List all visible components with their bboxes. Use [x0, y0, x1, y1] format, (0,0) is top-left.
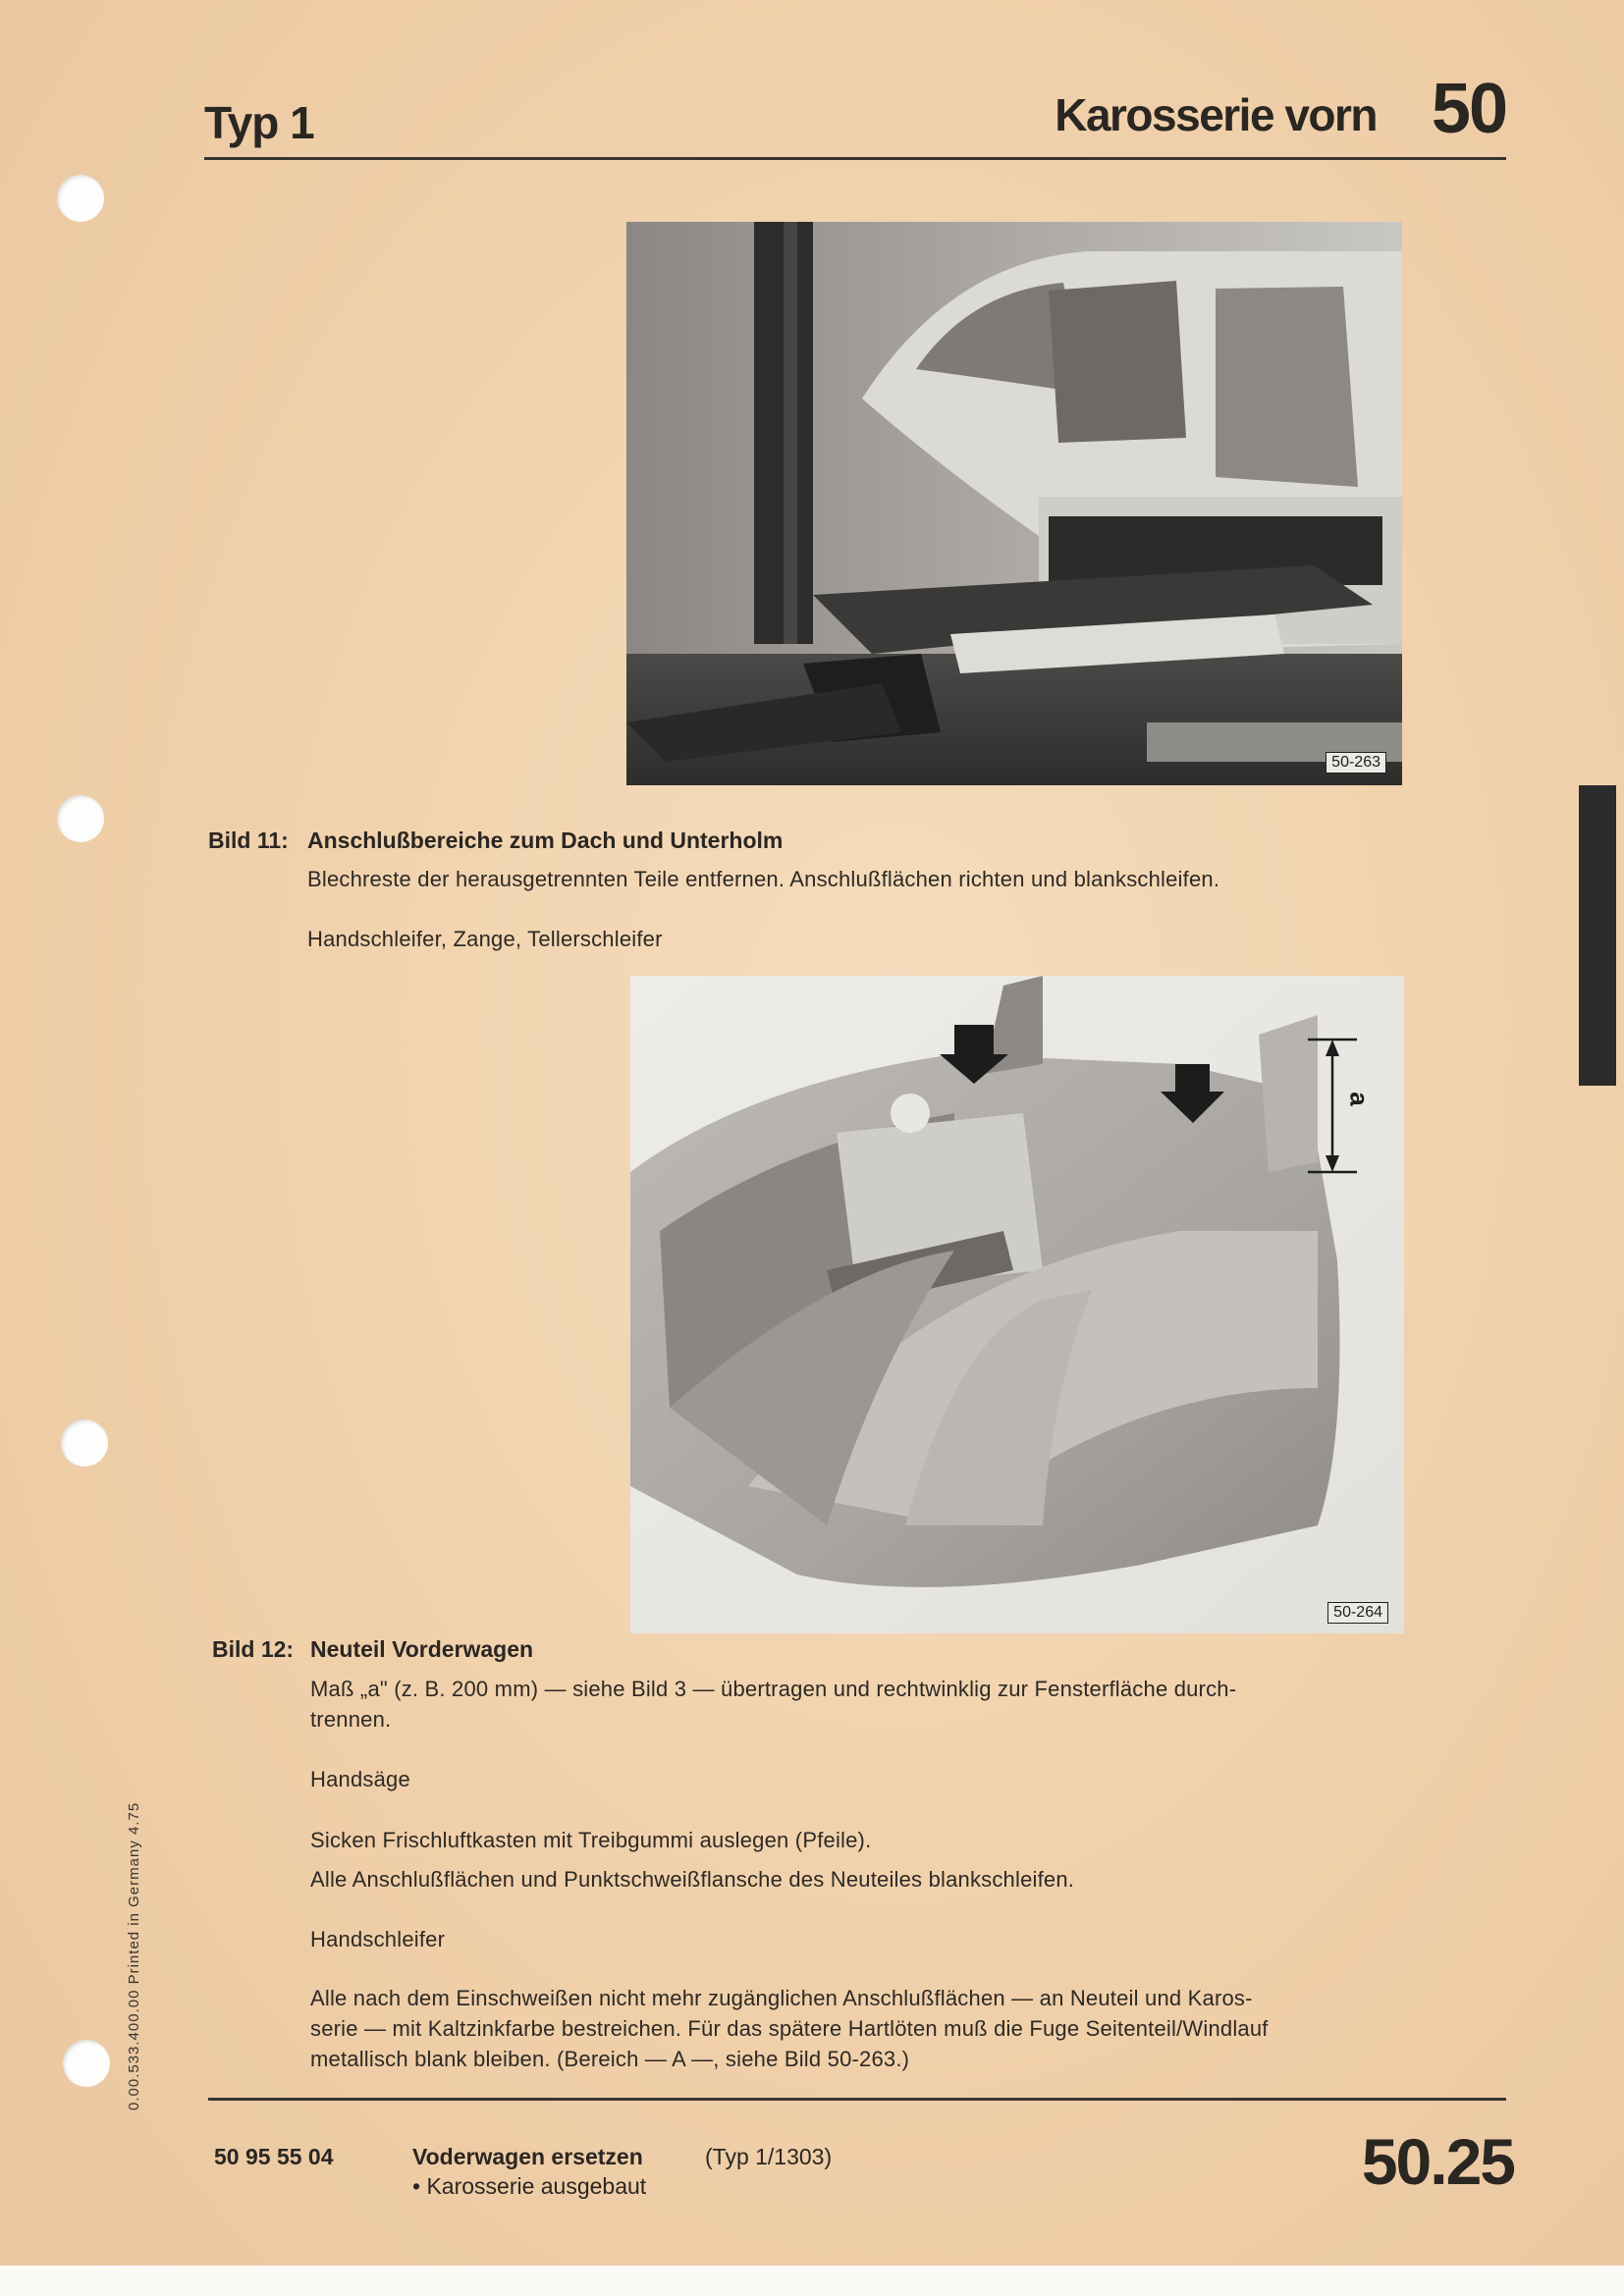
photo-front-section: [630, 976, 1404, 1633]
instruction-text: serie — mit Kaltzinkfarbe bestreichen. Für das spätere Hartlöten muß die Fuge Seitenteil/Windlauf: [310, 2016, 1269, 2041]
tools-text: Handsäge: [310, 1767, 410, 1791]
punch-hole: [57, 795, 104, 842]
photo-code-label: 50-263: [1326, 752, 1386, 774]
footer-page-number: 50.25: [1361, 2125, 1514, 2198]
photo-front-section-illustration: [630, 976, 1404, 1633]
header-section-title: Karosserie vorn: [1055, 89, 1377, 140]
figure-label: Bild 12:: [212, 1636, 295, 1662]
punch-hole: [57, 175, 104, 222]
section-tab-marker: [1579, 785, 1616, 1086]
instruction-text: Sicken Frischluftkasten mit Treibgummi auslegen (Pfeile).: [310, 1828, 872, 1852]
instruction-text: Alle nach dem Einschweißen nicht mehr zugänglichen Anschlußflächen — an Neuteil und Karos-: [310, 1986, 1253, 2010]
photo-body-shell-illustration: [626, 222, 1402, 785]
instruction-text: Blechreste der herausgetrennten Teile entfernen. Anschlußflächen richten und blankschleifen.: [307, 867, 1220, 891]
dimension-label-a: a: [1344, 1092, 1375, 1106]
tools-text: Handschleifer, Zange, Tellerschleifer: [307, 927, 663, 951]
footer-doc-code: 50 95 55 04: [214, 2144, 334, 2169]
footer-type: (Typ 1/1303): [705, 2144, 833, 2169]
instruction-text: trennen.: [310, 1707, 392, 1732]
footer-prerequisite: • Karosserie ausgebaut: [412, 2173, 647, 2199]
tools-text: Handschleifer: [310, 1927, 446, 1951]
instruction-text: Alle Anschlußflächen und Punktschweißflansche des Neuteiles blankschleifen.: [310, 1867, 1075, 1892]
figure-title: Neuteil Vorderwagen: [310, 1636, 534, 1662]
header-type: Typ 1: [204, 97, 314, 148]
punch-hole: [61, 1419, 108, 1467]
header-rule: [204, 157, 1506, 160]
print-info-vertical: [126, 1801, 145, 2112]
scan-edge: [0, 2266, 1624, 2296]
footer-rule: [208, 2098, 1506, 2101]
punch-hole: [63, 2040, 110, 2087]
header-section-number: 50: [1431, 70, 1506, 148]
photo-body-shell: [626, 222, 1402, 785]
instruction-text: Maß „a" (z. B. 200 mm) — siehe Bild 3 — übertragen und rechtwinklig zur Fensterfläche durch-: [310, 1677, 1237, 1701]
instruction-text: metallisch blank bleiben. (Bereich — A —, siehe Bild 50-263.): [310, 2047, 910, 2071]
figure-label: Bild 11:: [208, 828, 289, 853]
figure-title: Anschlußbereiche zum Dach und Unterholm: [307, 828, 784, 853]
photo-code-label: 50-264: [1327, 1602, 1388, 1624]
footer-title: Voderwagen ersetzen: [412, 2144, 643, 2169]
print-info-text: 0.00.533.400.00 Printed in Germany 4.75: [126, 1801, 142, 2110]
